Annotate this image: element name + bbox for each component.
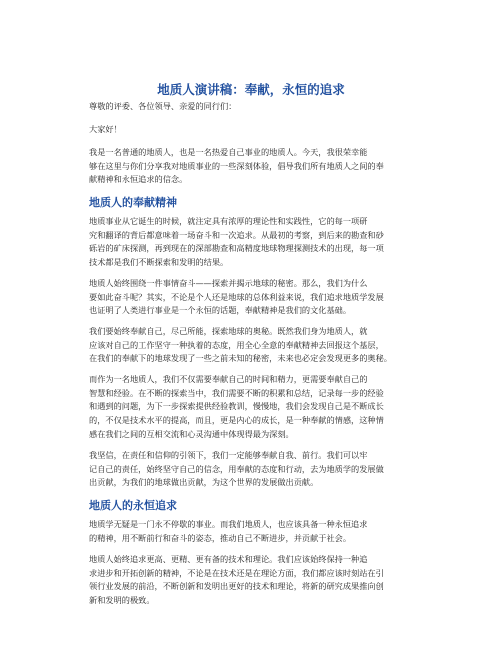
paragraph-line: 我坚信，在责任和信仰的引领下，我们一定能够奉献自我、前行。我们可以牢	[89, 450, 368, 460]
section1-paragraph-5	[89, 449, 414, 490]
paragraph-line: 而作为一名地质人，我们不仅需要奉献自己的时间和精力，更需要奉献自己的	[89, 374, 368, 384]
paragraph-line: 求进步和开拓创新的精神，不论是在技术还是在理论方面，我们都应该时刻站在引	[89, 567, 384, 578]
paragraph-line: 够在这里与你们分享我对地质事业的一些深刻体验，倡导我们所有地质人之间的奉	[89, 160, 384, 171]
paragraph-line: 智慧和经验。在不断的探索当中，我们需要不断的积累和总结，记录每一步的经验	[89, 387, 384, 398]
greeting	[89, 100, 414, 114]
greeting-line: 尊敬的评委、各位领导、亲爱的同行们：	[89, 101, 237, 111]
section-heading-dedication: 地质人的奉献精神	[89, 196, 177, 209]
paragraph-line: 的，不仅是技术水平的提高，而且，更是内心的成长，是一种奉献的情感，这种情	[89, 415, 384, 426]
paragraph-line: 领行业发展的前沿，不断创新和发明出更好的技术和理论，将新的研究成果推向创	[89, 581, 384, 592]
paragraph-line: 我们要始终奉献自己，尽己所能，探索地球的奥秘。既然我们身为地质人，就	[89, 326, 368, 336]
paragraph-line: 在我们的奉献下的地球发现了一些之前未知的秘密，未来也必定会发现更多的奥秘。	[89, 353, 392, 364]
paragraph-line: 我是一名普通的地质人，也是一名热爱自己事业的地质人。今天，我很荣幸能	[89, 147, 368, 157]
paragraph-line: 应该对自己的工作坚守一种执着的态度，用全心全意的奉献精神去回报这个基层，	[89, 339, 384, 350]
intro-paragraph	[89, 146, 414, 187]
paragraph-line: 也证明了人类进行事业是一个永恒的话题，奉献精神是我们的文化基础。	[89, 305, 352, 316]
paragraph-line: 地质事业从它诞生的时候，就注定具有浓厚的理论性和实践性，它的每一项研	[89, 216, 368, 226]
section2-paragraph-1	[89, 518, 414, 545]
paragraph-line: 地质人始终围绕一件事情奋斗——探索并揭示地球的秘密。那么，我们为什么	[89, 278, 368, 288]
paragraph-line: 技术都是我们不断探索和发明的结果。	[89, 257, 229, 268]
paragraph-line: 的精神，用不断前行和奋斗的姿态，推动自己不断进步，并贡献于社会。	[89, 532, 352, 543]
paragraph-line: 要如此奋斗呢？其实，不论是个人还是地球的总体利益来说，我们追求地质学发展	[89, 291, 384, 302]
paragraph-line: 砾岩的矿床探测，再到现在的深部勘查和高精度地球物理探测技术的出现，每一项	[89, 243, 384, 254]
section-heading-pursuit: 地质人的永恒追求	[89, 499, 177, 512]
paragraph-line: 地质学无疑是一门永不停歇的事业。而我们地质人，也应该具备一种永恒追求	[89, 519, 368, 529]
section1-paragraph-3	[89, 325, 414, 366]
paragraph-line: 献精神和永恒追求的信念。	[89, 174, 188, 185]
paragraph-line: 和遇到的问题，为下一步探索提供经验教训，慢慢地，我们会发现自己是不断成长	[89, 401, 384, 412]
section2-paragraph-2	[89, 553, 414, 608]
page-title: 地质人演讲稿：奉献，永恒的追求	[157, 82, 345, 97]
section1-paragraph-1	[89, 215, 414, 270]
section1-paragraph-4	[89, 373, 414, 442]
paragraph-line: 出贡献，为我们的地球做出贡献，为这个世界的发展做出贡献。	[89, 477, 319, 488]
paragraph-line: 记自己的责任，始终坚守自己的信念，用奉献的态度和行动，去为地质学的发展做	[89, 463, 384, 474]
paragraph-line: 地质人始终追求更高、更精、更有备的技术和理论。我们应该始终保持一种追	[89, 554, 368, 564]
paragraph-line: 感在我们之间的互相交流和心灵沟通中体现得最为深刻。	[89, 428, 294, 439]
paragraph-line: 究和翻译的背后都意味着一场奋斗和一次追求。从最初的考察，到后来的勘查和砂	[89, 229, 384, 240]
salutation	[89, 123, 414, 137]
salutation-line: 大家好！	[89, 124, 122, 134]
section1-paragraph-2	[89, 277, 414, 318]
paragraph-line: 新和发明的极致。	[89, 595, 155, 606]
